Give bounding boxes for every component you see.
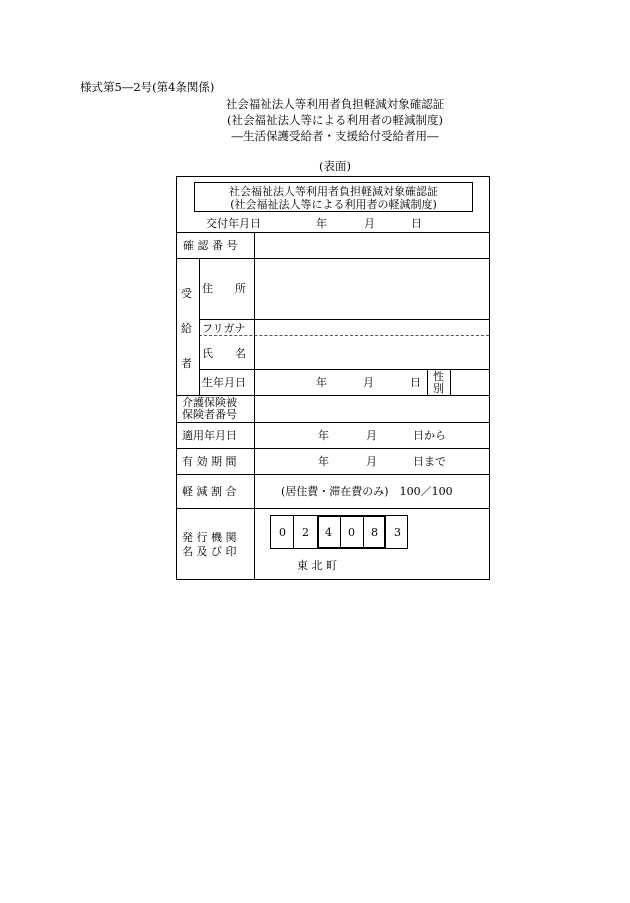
address-field[interactable] — [255, 259, 489, 319]
reduction-rate-value: (居住費・滞在費のみ) 100／100 — [281, 485, 453, 498]
recipient-label-char: 受 — [181, 287, 192, 300]
issuer-code-highlight — [317, 515, 386, 549]
issuer-code-digit: 3 — [394, 526, 401, 539]
validity-year-label: 年 — [318, 455, 329, 468]
issue-day-label: 日 — [411, 217, 422, 230]
validity-month-label: 月 — [366, 455, 377, 468]
applicable-month-label: 月 — [366, 429, 377, 442]
issuer-label: 名 及 び 印 — [182, 545, 237, 558]
issue-date-label: 交付年月日 — [206, 217, 261, 230]
row-divider — [177, 448, 489, 449]
reduction-rate-label: 軽 減 割 合 — [182, 485, 237, 498]
digit-divider — [293, 516, 294, 548]
applicable-date-label: 適用年月日 — [182, 429, 237, 442]
insured-number-label: 保険者番号 — [182, 408, 237, 421]
certificate-card — [176, 176, 490, 580]
row-divider — [177, 422, 489, 423]
issuer-code-digit: 8 — [371, 526, 378, 539]
issuer-code-digit: 0 — [348, 526, 355, 539]
gender-label-char: 性 — [433, 370, 444, 383]
applicable-year-label: 年 — [318, 429, 329, 442]
insured-number-field[interactable] — [255, 396, 489, 422]
card-title-box — [194, 182, 473, 212]
confirmation-number-label: 確 認 番 号 — [183, 239, 238, 252]
confirmation-number-field[interactable] — [255, 233, 489, 258]
document-target: ―生活保護受給者・支援給付受給者用― — [231, 129, 439, 143]
card-title: 社会福祉法人等利用者負担軽減対象確認証 — [229, 185, 438, 198]
issuer-code-digit: 4 — [325, 526, 332, 539]
furigana-label: フリガナ — [202, 322, 246, 335]
gender-divider — [427, 369, 428, 395]
birth-day-label: 日 — [410, 376, 421, 389]
issuer-name: 東 北 町 — [297, 559, 337, 572]
birth-month-label: 月 — [363, 376, 374, 389]
row-divider — [177, 508, 489, 509]
document-title: 社会福祉法人等利用者負担軽減対象確認証 — [225, 97, 445, 111]
recipient-column-divider — [199, 258, 200, 395]
name-label: 氏 名 — [202, 347, 246, 360]
applicable-day-label: 日から — [413, 429, 446, 442]
form-number: 様式第5―2号(第4条関係) — [80, 80, 215, 94]
document-subtitle: (社会福祉法人等による利用者の軽減制度) — [227, 113, 443, 127]
issuer-code-digit: 2 — [302, 526, 309, 539]
address-label: 住 所 — [202, 282, 246, 295]
side-label: (表面) — [319, 159, 351, 173]
card-subtitle: (社会福祉法人等による利用者の軽減制度) — [230, 198, 437, 211]
birthdate-label: 生年月日 — [202, 376, 246, 389]
issue-year-label: 年 — [316, 217, 327, 230]
gender-field[interactable] — [451, 370, 489, 395]
name-field[interactable] — [255, 336, 489, 369]
recipient-label-char: 給 — [181, 322, 192, 335]
birth-year-label: 年 — [316, 376, 327, 389]
validity-day-label: 日まで — [413, 455, 446, 468]
issuer-code-digit: 0 — [279, 526, 286, 539]
issue-month-label: 月 — [364, 217, 375, 230]
issuer-label: 発 行 機 関 — [182, 531, 237, 544]
furigana-field[interactable] — [255, 320, 489, 335]
recipient-label-char: 者 — [181, 357, 192, 370]
insured-number-label: 介護保険被 — [182, 396, 237, 409]
digit-divider — [363, 517, 364, 547]
digit-divider — [340, 517, 341, 547]
gender-label-char: 別 — [433, 382, 444, 395]
row-divider — [177, 474, 489, 475]
issuer-code-box — [270, 515, 408, 549]
validity-label: 有 効 期 間 — [182, 455, 237, 468]
row-divider — [199, 369, 489, 370]
